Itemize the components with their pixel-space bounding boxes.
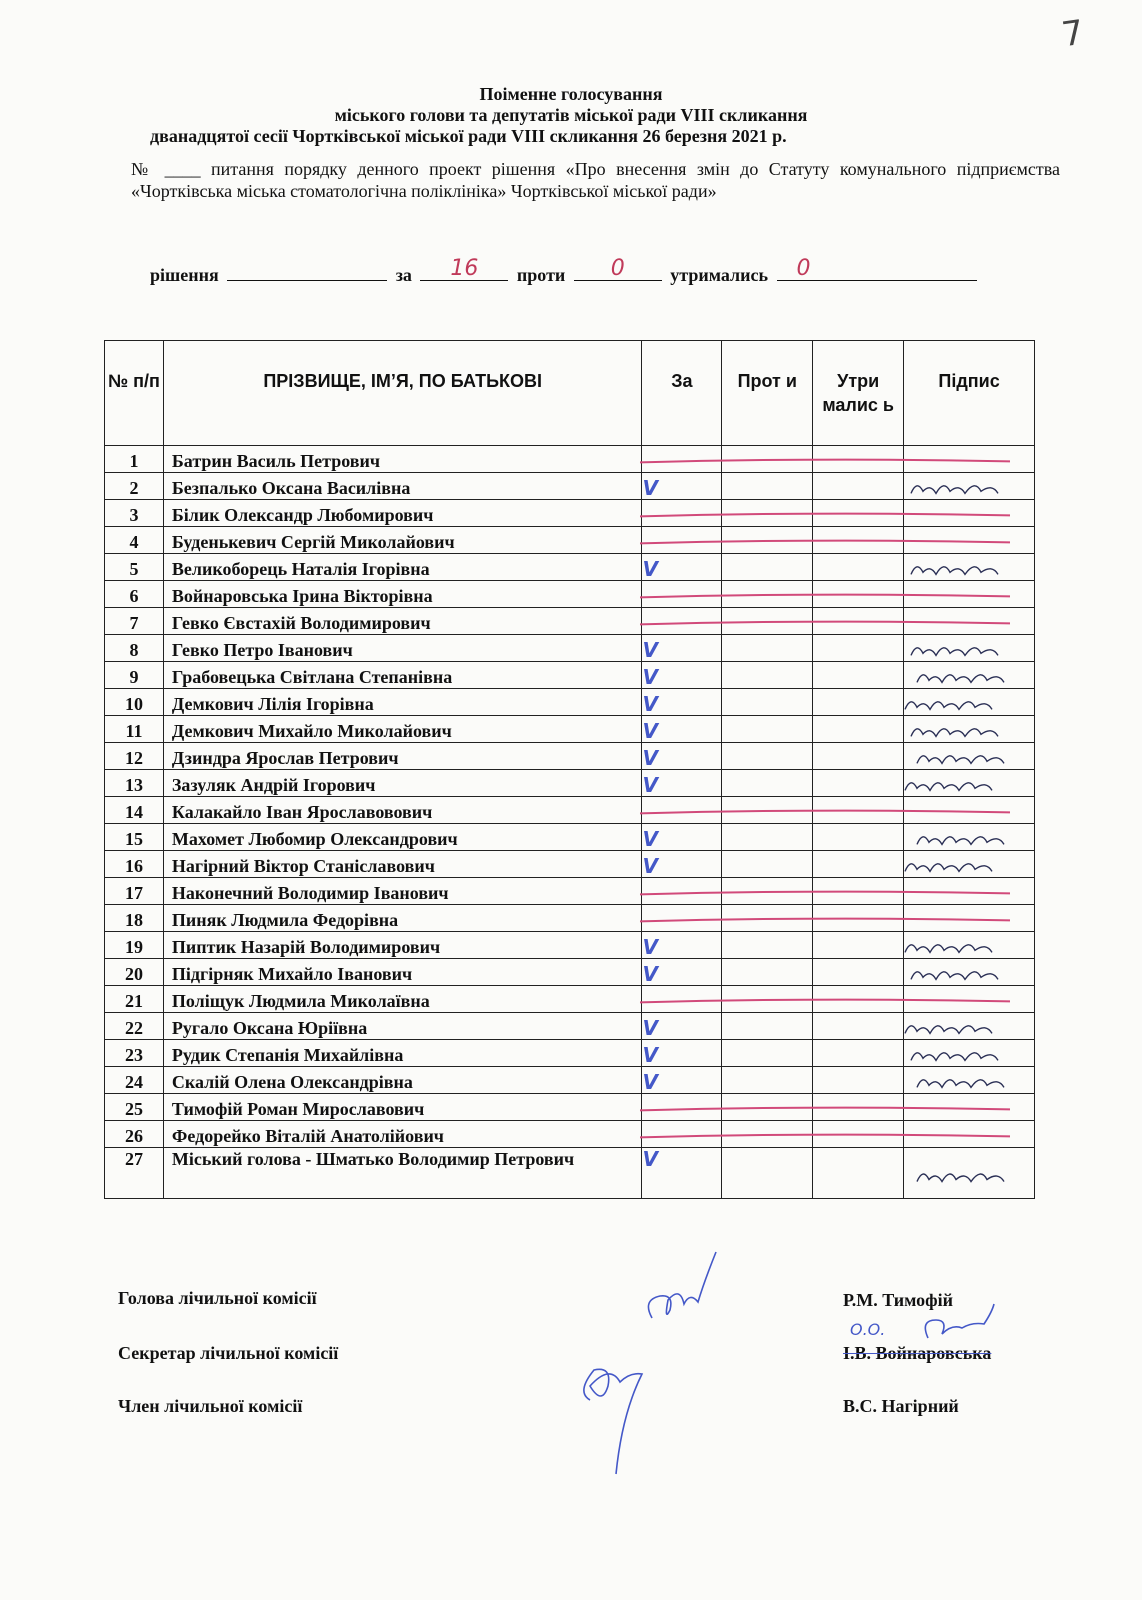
for-count: 16 [450,256,479,281]
row-signature [904,689,1035,716]
row-vote-abstained [813,986,904,1013]
row-signature [904,1013,1035,1040]
table-row [105,797,1035,824]
row-signature [904,581,1035,608]
row-vote-abstained [813,500,904,527]
row-vote-for [642,797,722,824]
table-row [105,662,1035,689]
row-number: 16 [105,851,164,878]
row-vote-abstained [813,824,904,851]
col-for: За [642,341,722,446]
row-vote-against [722,851,813,878]
row-vote-against [722,689,813,716]
row-vote-against [722,959,813,986]
row-vote-abstained [813,1013,904,1040]
row-vote-for [642,1121,722,1148]
row-vote-against [722,797,813,824]
col-abstained: Утри малис ь [813,341,904,446]
row-name: Ругало Оксана Юріївна [163,1013,642,1040]
row-vote-for: V [642,1148,722,1199]
row-vote-against [722,716,813,743]
row-vote-for [642,608,722,635]
row-number: 26 [105,1121,164,1148]
row-vote-abstained [813,797,904,824]
against-count: 0 [610,256,625,281]
table-row [105,446,1035,473]
row-number: 19 [105,932,164,959]
table-row [105,1121,1035,1148]
row-vote-abstained [813,851,904,878]
row-signature [904,608,1035,635]
row-vote-abstained [813,554,904,581]
row-signature [904,743,1035,770]
row-vote-against [722,1121,813,1148]
table-row [105,500,1035,527]
vote-table [104,340,1035,1199]
header-title: Поіменне голосування [479,84,663,104]
row-number: 3 [105,500,164,527]
row-vote-against [722,824,813,851]
table-row [105,1067,1035,1094]
row-vote-for: V [642,770,722,797]
row-vote-abstained [813,689,904,716]
row-vote-abstained [813,527,904,554]
row-signature [904,905,1035,932]
row-name: Скалій Олена Олександрівна [163,1067,642,1094]
row-vote-against [722,986,813,1013]
row-vote-against [722,1067,813,1094]
row-signature [904,1040,1035,1067]
row-number: 2 [105,473,164,500]
row-vote-against [722,527,813,554]
row-signature [904,662,1035,689]
row-vote-abstained [813,959,904,986]
header-session: дванадцятої сесії Чортківської міської ради VIII скликання 26 березня 2021 р. [150,126,787,146]
row-name: Буденькевич Сергій Миколайович [163,527,642,554]
row-name: Міський голова - Шматько Володимир Петрович [163,1148,642,1199]
table-row [105,1040,1035,1067]
row-vote-for [642,527,722,554]
row-signature [904,1148,1035,1199]
row-name: Нагірний Віктор Станіславович [163,851,642,878]
row-signature [904,851,1035,878]
row-vote-abstained [813,1067,904,1094]
row-vote-against [722,1148,813,1199]
row-name: Дзиндра Ярослав Петрович [163,743,642,770]
row-vote-against [722,770,813,797]
row-vote-against [722,662,813,689]
row-vote-abstained [813,635,904,662]
row-number: 1 [105,446,164,473]
table-row [105,851,1035,878]
row-number: 21 [105,986,164,1013]
table-row [105,824,1035,851]
row-vote-for [642,581,722,608]
row-name: Демкович Михайло Миколайович [163,716,642,743]
row-vote-abstained [813,743,904,770]
row-vote-against [722,446,813,473]
chair-label: Голова лічильної комісії [118,1288,317,1308]
row-name: Калакайло Іван Ярославовович [163,797,642,824]
row-number: 12 [105,743,164,770]
row-vote-for: V [642,662,722,689]
row-name: Зазуляк Андрій Ігорович [163,770,642,797]
row-vote-for: V [642,554,722,581]
row-number: 18 [105,905,164,932]
row-vote-abstained [813,662,904,689]
table-row [105,689,1035,716]
row-signature [904,1121,1035,1148]
row-vote-against [722,608,813,635]
row-name: Гевко Петро Іванович [163,635,642,662]
row-vote-for [642,878,722,905]
row-vote-abstained [813,878,904,905]
row-vote-against [722,581,813,608]
row-signature [904,1067,1035,1094]
row-signature [904,878,1035,905]
row-vote-against [722,1094,813,1121]
for-blank [420,256,508,281]
row-vote-abstained [813,905,904,932]
row-vote-abstained [813,581,904,608]
secretary-name: І.В. Войнаровська [843,1343,992,1363]
abstained-count: 0 [796,256,811,281]
row-signature [904,527,1035,554]
row-vote-for: V [642,716,722,743]
row-vote-abstained [813,716,904,743]
abstained-blank [777,256,977,281]
row-number: 20 [105,959,164,986]
row-number: 17 [105,878,164,905]
row-signature [904,932,1035,959]
row-signature [904,716,1035,743]
row-vote-for: V [642,932,722,959]
row-vote-for [642,446,722,473]
row-vote-for [642,986,722,1013]
against-blank [574,256,662,281]
row-vote-against [722,905,813,932]
row-number: 10 [105,689,164,716]
row-number: 15 [105,824,164,851]
table-row [105,743,1035,770]
row-number: 27 [105,1148,164,1199]
table-row [105,473,1035,500]
row-name: Пиняк Людмила Федорівна [163,905,642,932]
row-name: Гевко Євстахій Володимирович [163,608,642,635]
row-vote-against [722,932,813,959]
row-signature [904,986,1035,1013]
row-vote-against [722,743,813,770]
row-name: Наконечний Володимир Іванович [163,878,642,905]
row-signature [904,797,1035,824]
table-row [105,608,1035,635]
col-name: ПРІЗВИЩЕ, ІМ’Я, ПО БАТЬКОВІ [163,341,642,446]
row-vote-for: V [642,473,722,500]
handwritten-initials: О.О. [850,1320,886,1339]
row-name: Тимофій Роман Мирославович [163,1094,642,1121]
table-row [105,905,1035,932]
row-signature [904,635,1035,662]
row-vote-for: V [642,635,722,662]
header-subtitle: міського голови та депутатів міської ради VIII скликання [334,105,808,125]
row-vote-abstained [813,1094,904,1121]
table-row [105,1013,1035,1040]
row-vote-abstained [813,1148,904,1199]
row-vote-for [642,1094,722,1121]
row-signature [904,446,1035,473]
row-name: Батрин Василь Петрович [163,446,642,473]
member-name: В.С. Нагірний [843,1396,959,1416]
table-row [105,581,1035,608]
row-vote-against [722,635,813,662]
row-number: 7 [105,608,164,635]
commission-signature-1 [648,1252,716,1318]
col-number: № п/п [105,341,164,446]
row-vote-abstained [813,446,904,473]
row-vote-against [722,878,813,905]
table-row [105,635,1035,662]
table-row [105,1148,1035,1199]
agenda-item-description: № ____ питання порядку денного проект рішення «Про внесення змін до Статуту комунального підприємства «Чортківська міська стоматологічна поліклініка» Чортківської міської ради» [131,159,1060,201]
decision-blank [227,262,387,281]
member-label: Член лічильної комісії [118,1396,303,1416]
page-number: 7 [1059,12,1087,56]
row-signature [904,959,1035,986]
row-number: 6 [105,581,164,608]
row-vote-against [722,1040,813,1067]
decision-label: рішення [150,265,219,285]
row-vote-for [642,905,722,932]
row-vote-for: V [642,851,722,878]
row-vote-for: V [642,1067,722,1094]
row-vote-for: V [642,824,722,851]
row-name: Поліщук Людмила Миколаївна [163,986,642,1013]
col-signature: Підпис [904,341,1035,446]
table-row [105,1094,1035,1121]
table-header-row [105,341,1035,446]
row-signature [904,554,1035,581]
row-number: 13 [105,770,164,797]
row-number: 14 [105,797,164,824]
row-signature [904,1094,1035,1121]
row-vote-abstained [813,932,904,959]
row-name: Войнаровська Ірина Вікторівна [163,581,642,608]
row-name: Рудик Степанія Михайлівна [163,1040,642,1067]
row-number: 25 [105,1094,164,1121]
table-row [105,986,1035,1013]
table-row [105,932,1035,959]
row-vote-against [722,473,813,500]
table-row [105,770,1035,797]
row-vote-abstained [813,1121,904,1148]
table-row [105,959,1035,986]
row-number: 22 [105,1013,164,1040]
for-label: за [395,265,412,285]
table-row [105,716,1035,743]
commission-signature-2 [584,1369,642,1474]
row-signature [904,473,1035,500]
table-row [105,554,1035,581]
document-header [0,84,1142,147]
row-name: Пиптик Назарій Володимирович [163,932,642,959]
row-number: 23 [105,1040,164,1067]
row-vote-for: V [642,959,722,986]
row-name: Махомет Любомир Олександрович [163,824,642,851]
row-signature [904,770,1035,797]
row-number: 5 [105,554,164,581]
row-number: 9 [105,662,164,689]
row-signature [904,824,1035,851]
row-name: Безпалько Оксана Василівна [163,473,642,500]
row-vote-abstained [813,608,904,635]
row-vote-for: V [642,1013,722,1040]
row-signature [904,500,1035,527]
row-vote-against [722,554,813,581]
row-vote-for: V [642,689,722,716]
row-number: 4 [105,527,164,554]
row-vote-for [642,500,722,527]
table-row [105,527,1035,554]
row-number: 24 [105,1067,164,1094]
row-name: Білик Олександр Любомирович [163,500,642,527]
row-name: Демкович Лілія Ігорівна [163,689,642,716]
row-name: Федорейко Віталій Анатолійович [163,1121,642,1148]
row-number: 8 [105,635,164,662]
row-vote-abstained [813,1040,904,1067]
row-vote-abstained [813,473,904,500]
against-label: проти [516,265,566,285]
col-against: Прот и [722,341,813,446]
row-vote-against [722,1013,813,1040]
row-vote-abstained [813,770,904,797]
row-number: 11 [105,716,164,743]
row-vote-for: V [642,743,722,770]
row-name: Підгірняк Михайло Іванович [163,959,642,986]
table-row [105,878,1035,905]
row-vote-for: V [642,1040,722,1067]
chair-name: Р.М. Тимофій [843,1290,954,1310]
row-vote-against [722,500,813,527]
abstained-label: утримались [670,265,768,285]
row-name: Грабовецька Світлана Степанівна [163,662,642,689]
row-name: Великоборець Наталія Ігорівна [163,554,642,581]
decision-line [150,256,981,286]
vote-table-body [105,446,1035,1199]
secretary-label: Секретар лічильної комісії [118,1343,339,1363]
